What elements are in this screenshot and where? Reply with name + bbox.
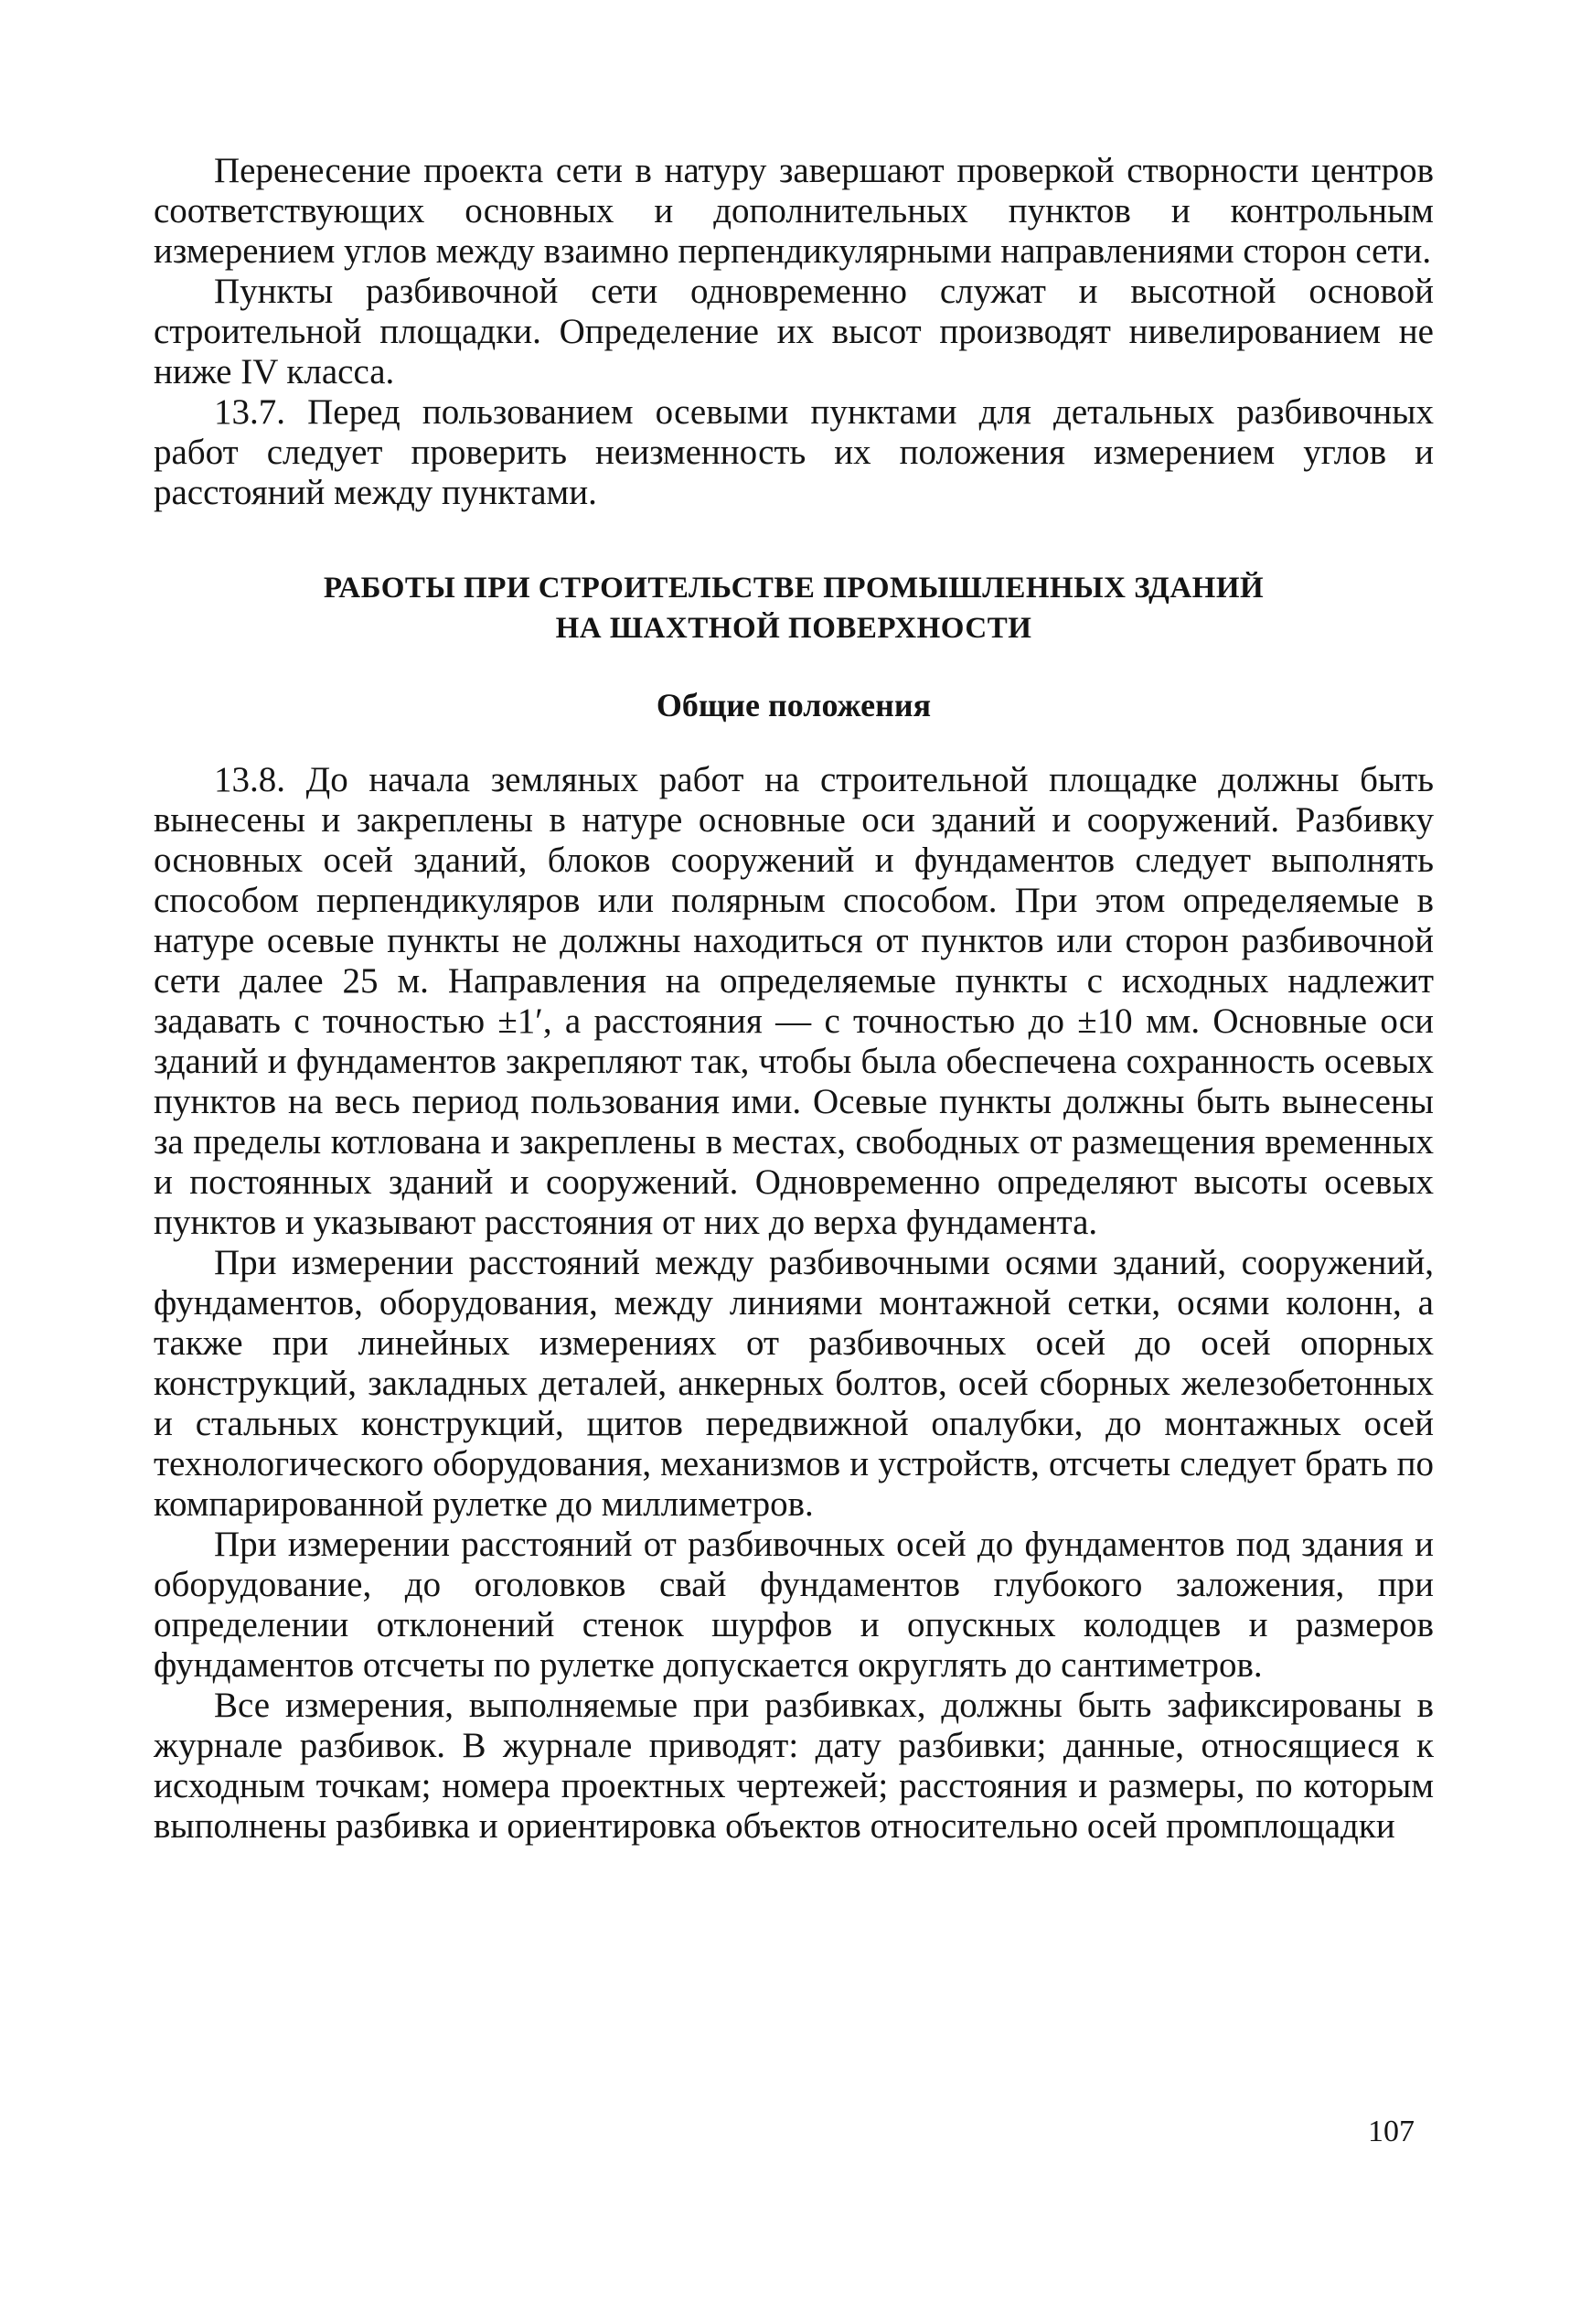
paragraph-13-7: 13.7. Перед пользованием осевыми пунктами для детальных разбивочных работ следует проверить неизменность их положения измерением углов и расстояний между пунктами. bbox=[154, 392, 1434, 512]
page-number: 107 bbox=[1368, 2115, 1415, 2148]
paragraph-journal: Все измерения, выполняемые при разбивках, должны быть зафиксированы в журнале разбивок. В журнале приводят: дату разбивки; данные, относящиеся к исходным точкам; номера проектных чертежей; расстояния и размеры, по которым выполнены разбивка и ориентировка объектов относительно осей промплощадки bbox=[154, 1686, 1434, 1846]
paragraph-distance-measurement: При измерении расстояний между разбивочными осями зданий, сооружений, фундаментов, оборудования, между линиями монтажной сетки, осями колонн, а также при линейных измерениях от разбивочных осей до осей опорных конструкций, закладных деталей, анкерных болтов, осей сборных железобетонных и стальных конструкций, щитов передвижной опалубки, до монтажных осей технологического оборудования, механизмов и устройств, отсчеты следует брать по компарированной рулетке до миллиметров. bbox=[154, 1243, 1434, 1524]
subheading: Общие положения bbox=[656, 687, 932, 723]
page-body bbox=[154, 151, 1434, 1847]
paragraph-height-basis: Пункты разбивочной сети одновременно служат и высотной основой строительной площадки. Определение их высот производят нивелированием не ниже IV класса. bbox=[154, 272, 1434, 391]
paragraph-rounding: При измерении расстояний от разбивочных осей до фундаментов под здания и оборудование, до оголовков свай фундаментов глубокого заложения, при определении отклонений стенок шурфов и опускных колодцев и размеров фундаментов отсчеты по рулетке допускается округлять до сантиметров. bbox=[154, 1525, 1434, 1685]
section-heading-line-1: РАБОТЫ ПРИ СТРОИТЕЛЬСТВЕ ПРОМЫШЛЕННЫХ ЗДАНИЙ bbox=[323, 572, 1265, 605]
paragraph-transfer-project: Перенесение проекта сети в натуру завершают проверкой створности центров соответствующих основных и дополнительных пунктов и контрольным измерением углов между взаимно перпендикулярными направлениями сторон сети. bbox=[154, 151, 1434, 271]
paragraph-13-8: 13.8. До начала земляных работ на строительной площадке должны быть вынесены и закреплены в натуре основные оси зданий и сооружений. Разбивку основных осей зданий, блоков сооружений и фундаментов следует выполнять способом перпендикуляров или полярным способом. При этом определяемые в натуре осевые пункты не должны находиться от пунктов или сторон разбивочной сети далее 25 м. Направления на определяемые пункты с исходных надлежит задавать с точностью ±1′, а расстояния — с точностью до ±10 мм. Основные оси зданий и фундаментов закрепляют так, чтобы была обеспечена сохранность осевых пунктов на весь период пользования ими. Осевые пункты должны быть вынесены за пределы котлована и закреплены в местах, свободных от размещения временных и постоянных зданий и сооружений. Одновременно определяют высоты осевых пунктов и указывают расстояния от них до верха фундамента. bbox=[154, 760, 1434, 1242]
section-heading-line-2: НА ШАХТНОЙ ПОВЕРХНОСТИ bbox=[555, 612, 1032, 645]
section-heading bbox=[154, 568, 1434, 648]
